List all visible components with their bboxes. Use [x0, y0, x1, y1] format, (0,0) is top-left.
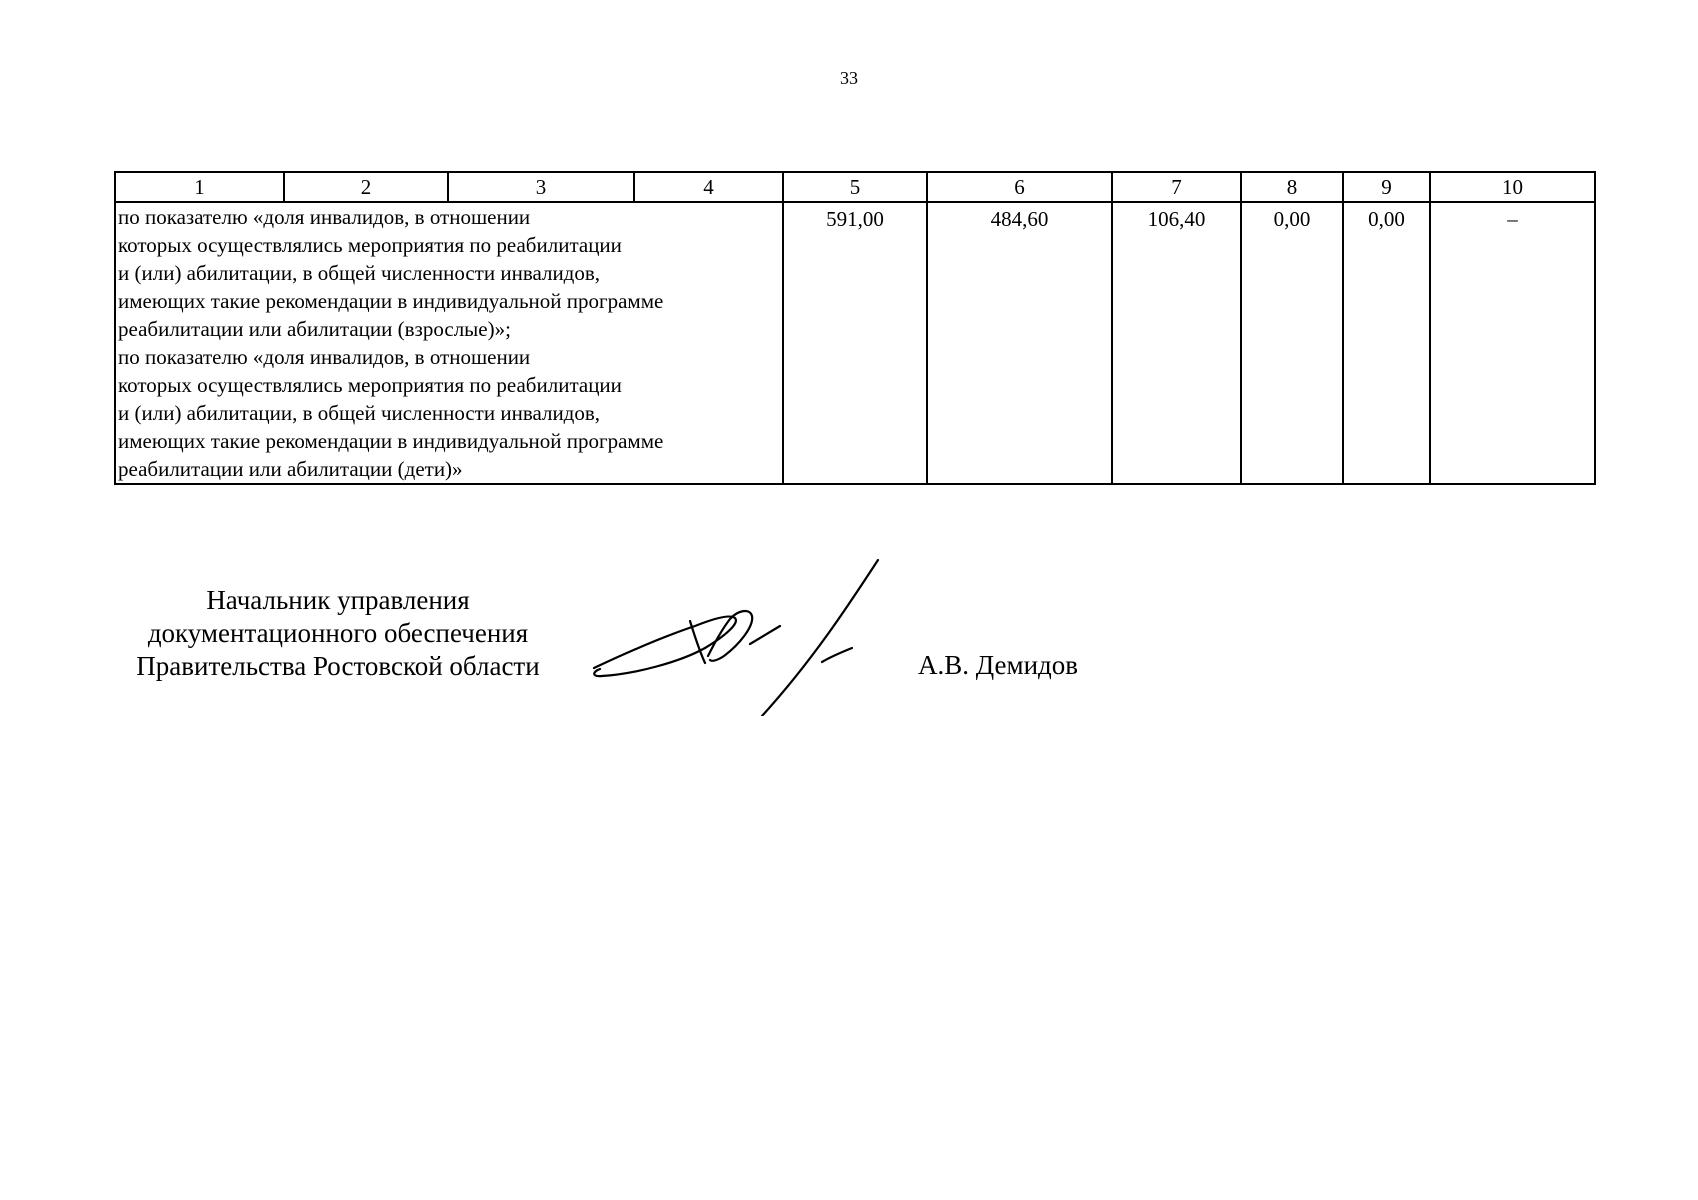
value-cell-col6: 484,60	[927, 202, 1112, 484]
column-header: 2	[284, 172, 448, 202]
column-header: 3	[448, 172, 634, 202]
table-header-row	[115, 172, 1595, 202]
handwritten-signature	[590, 556, 880, 716]
data-table	[114, 171, 1596, 485]
description-line: которых осуществлялись мероприятия по реабилитации	[118, 373, 622, 397]
indicator-description-cell	[115, 202, 783, 484]
column-header: 6	[927, 172, 1112, 202]
table-row	[115, 202, 1595, 484]
column-header: 9	[1343, 172, 1430, 202]
signer-name: А.В. Демидов	[918, 650, 1079, 680]
description-line: которых осуществлялись мероприятия по реабилитации	[118, 233, 622, 257]
position-line: Правительства Ростовской области	[136, 651, 540, 681]
value-cell-col5: 591,00	[783, 202, 927, 484]
description-line: по показателю «доля инвалидов, в отношении	[118, 345, 531, 369]
column-header: 7	[1112, 172, 1241, 202]
description-line: и (или) абилитации, в общей численности инвалидов,	[118, 261, 601, 285]
description-line: и (или) абилитации, в общей численности инвалидов,	[118, 401, 601, 425]
description-line: имеющих такие рекомендации в индивидуальной программе	[118, 429, 664, 453]
value-cell-col9: 0,00	[1343, 202, 1430, 484]
description-line: реабилитации или абилитации (дети)»	[118, 457, 463, 481]
value-cell-col7: 106,40	[1112, 202, 1241, 484]
description-line: реабилитации или абилитации (взрослые)»;	[118, 317, 511, 341]
value-cell-col8: 0,00	[1241, 202, 1343, 484]
column-header: 4	[634, 172, 783, 202]
description-line: по показателю «доля инвалидов, в отношении	[118, 205, 531, 229]
position-line: Начальник управления	[206, 585, 470, 615]
column-header: 1	[115, 172, 284, 202]
column-header: 5	[783, 172, 927, 202]
description-line: имеющих такие рекомендации в индивидуальной программе	[118, 289, 664, 313]
column-header: 10	[1430, 172, 1595, 202]
position-line: документационного обеспечения	[147, 618, 529, 648]
value-cell-col10: –	[1430, 202, 1595, 484]
column-header: 8	[1241, 172, 1343, 202]
page-number: 33	[840, 68, 858, 88]
signatory-position	[110, 584, 566, 683]
